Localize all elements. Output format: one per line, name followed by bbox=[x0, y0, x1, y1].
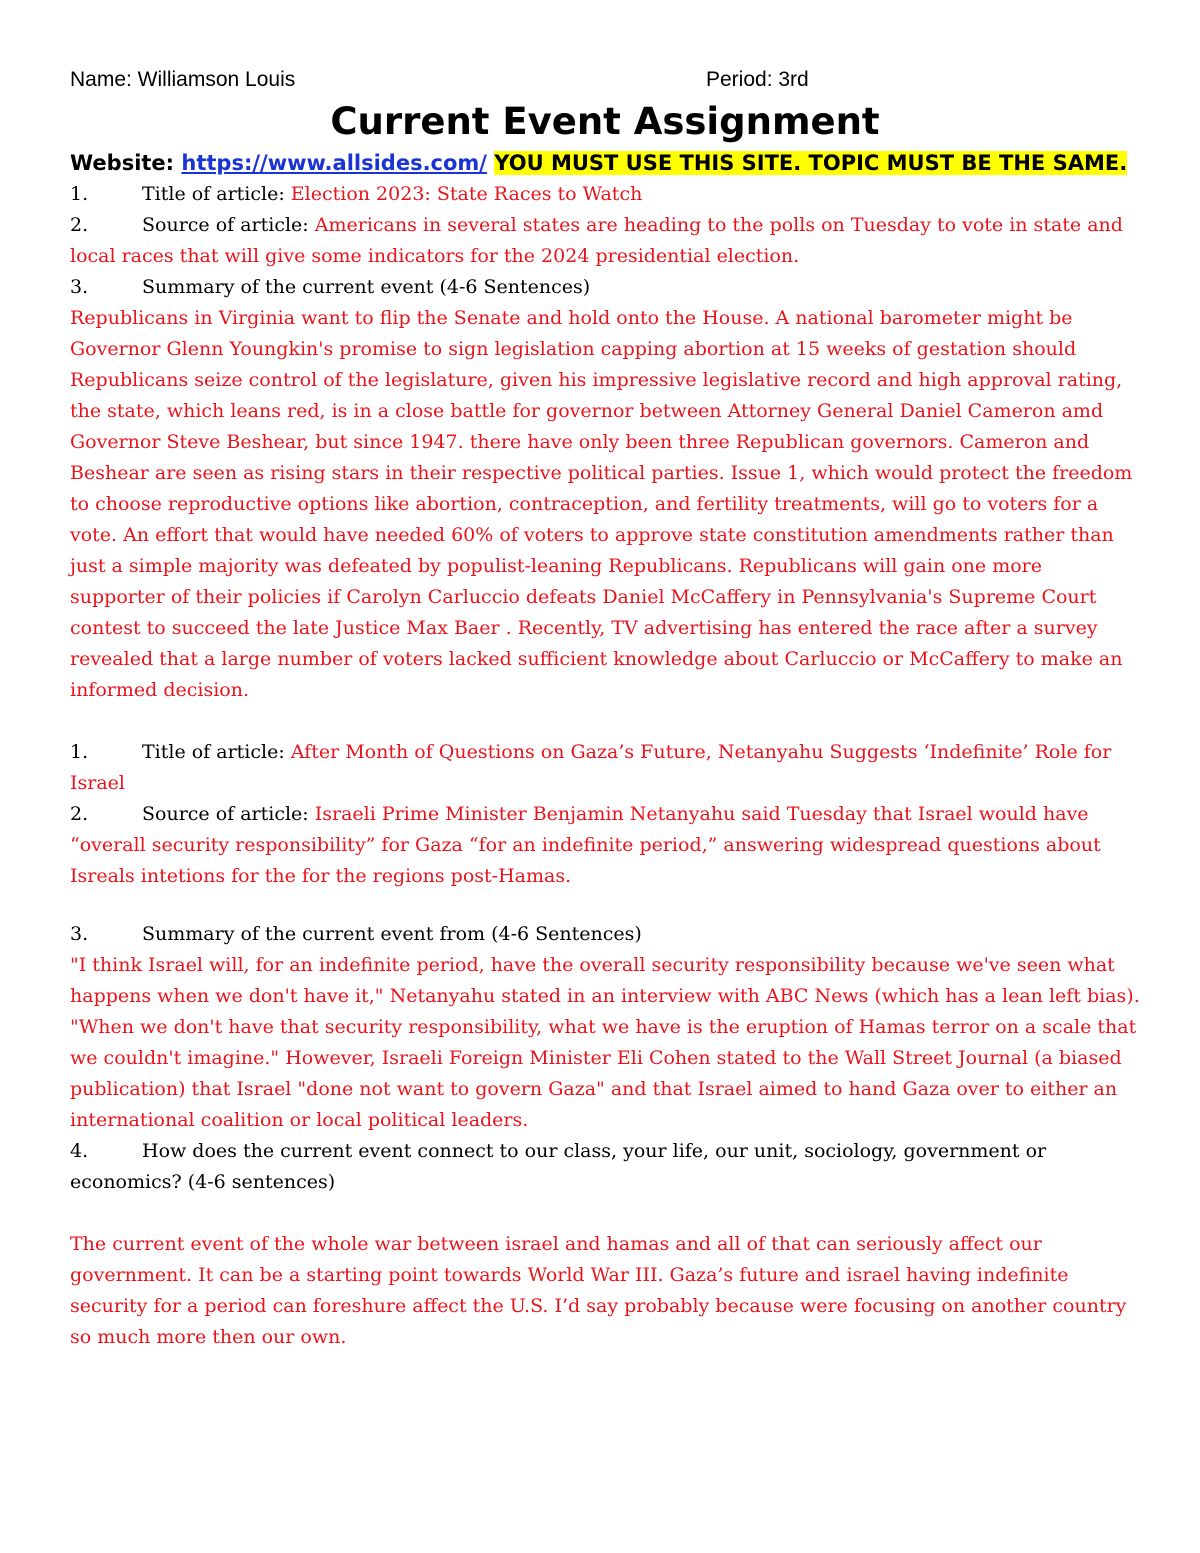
item-number: 3. bbox=[70, 923, 89, 945]
article-1-summary-answer: Republicans in Virginia want to flip the Senate and hold onto the House. A national barometer might be Governor Glenn Youngkin's promise to sign legislation capping abortion at 15 weeks of gestation should Republicans seize control of the legislature, given his impressive legislative record and high approval rating, the state, which leans red, is in a close battle for governor between Attorney General Daniel Cameron amd Governor Steve Beshear, but since 1947. there have only been three Republican governors. Cameron and Beshear are seen as rising stars in their respective political parties. Issue 1, which would protect the freedom to choose reproductive options like abortion, contraception, and fertility treatments, will go to voters for a vote. An effort that would have needed 60% of voters to approve state constitution amendments rather than just a simple majority was defeated by populist-leaning Republicans. Republicans will gain one more supporter of their policies if Carolyn Carluccio defeats Daniel McCaffery in Pennsylvania's Supreme Court contest to succeed the late Justice Max Baer . Recently, TV advertising has entered the race after a survey revealed that a large number of voters lacked sufficient knowledge about Carluccio or McCaffery to make an informed decision. bbox=[70, 307, 1133, 701]
item-label: Source of article: bbox=[142, 803, 309, 825]
item-label: Summary of the current event (4-6 Sentences) bbox=[142, 276, 591, 298]
class-period: Period: 3rd bbox=[706, 68, 809, 91]
article-1-title-answer: Election 2023: State Races to Watch bbox=[290, 183, 643, 205]
item-number: 2. bbox=[70, 803, 89, 825]
item-label: Title of article: bbox=[142, 741, 285, 763]
connection-answer: The current event of the whole war between israel and hamas and all of that can seriously affect our government. It can be a starting point towards World War III. Gaza’s future and israel having indefinite security for a period can foreshure affect the U.S. I’d say probably because were focusing on another country so much more then our own. bbox=[70, 1233, 1127, 1348]
article-1-title-item bbox=[70, 179, 1140, 210]
article-1-summary-item bbox=[70, 272, 1140, 303]
website-line bbox=[70, 148, 1140, 179]
website-notice: YOU MUST USE THIS SITE. TOPIC MUST BE THE SAME. bbox=[494, 151, 1128, 175]
article-1-source-item bbox=[70, 210, 1140, 272]
document-page bbox=[70, 68, 1140, 1353]
header-line bbox=[70, 68, 1140, 98]
article-2-source-answer: Israeli Prime Minister Benjamin Netanyahu said Tuesday that Israel would have “overall security responsibility” for Gaza “for an indefinite period,” answering widespread questions about Isreals intetions for the for the regions post-Hamas. bbox=[70, 803, 1101, 887]
article-2-title-item bbox=[70, 737, 1140, 799]
item-label: Summary of the current event from (4-6 Sentences) bbox=[142, 923, 642, 945]
article-2-summary-item bbox=[70, 919, 1140, 950]
article-2-source-item bbox=[70, 799, 1140, 892]
item-number: 3. bbox=[70, 276, 89, 298]
website-link[interactable]: https://www.allsides.com/ bbox=[181, 151, 487, 175]
page-title: Current Event Assignment bbox=[330, 100, 880, 143]
connection-question-item bbox=[70, 1136, 1140, 1198]
item-number: 1. bbox=[70, 183, 89, 205]
item-label: Source of article: bbox=[142, 214, 309, 236]
article-2-summary-answer: "I think Israel will, for an indefinite period, have the overall security responsibility because we've seen what happens when we don't have it," Netanyahu stated in an interview with ABC News (which has a lean left bias). "When we don't have that security responsibility, what we have is the eruption of Hamas terror on a scale that we couldn't imagine." However, Israeli Foreign Minister Eli Cohen stated to the Wall Street Journal (a biased publication) that Israel "done not want to govern Gaza" and that Israel aimed to hand Gaza over to either an international coalition or local political leaders. bbox=[70, 954, 1140, 1131]
student-name: Name: Williamson Louis bbox=[70, 68, 296, 91]
item-number: 2. bbox=[70, 214, 89, 236]
article-1-section bbox=[70, 179, 1140, 706]
section-spacer bbox=[70, 892, 1140, 919]
item-number: 1. bbox=[70, 741, 89, 763]
section-spacer bbox=[70, 706, 1140, 737]
section-spacer bbox=[70, 1198, 1140, 1229]
item-label: Title of article: bbox=[142, 183, 285, 205]
article-1-source-answer: Americans in several states are heading to the polls on Tuesday to vote in state and local races that will give some indicators for the 2024 presidential election. bbox=[70, 214, 1123, 267]
article-2-title-answer: After Month of Questions on Gaza’s Future, Netanyahu Suggests ‘Indefinite’ Role for Israel bbox=[70, 741, 1112, 794]
item-label: How does the current event connect to our class, your life, our unit, sociology, government or economics? (4-6 sentences) bbox=[70, 1140, 1047, 1193]
website-label: Website: bbox=[70, 151, 175, 175]
article-2-section bbox=[70, 737, 1140, 1353]
item-number: 4. bbox=[70, 1140, 89, 1162]
